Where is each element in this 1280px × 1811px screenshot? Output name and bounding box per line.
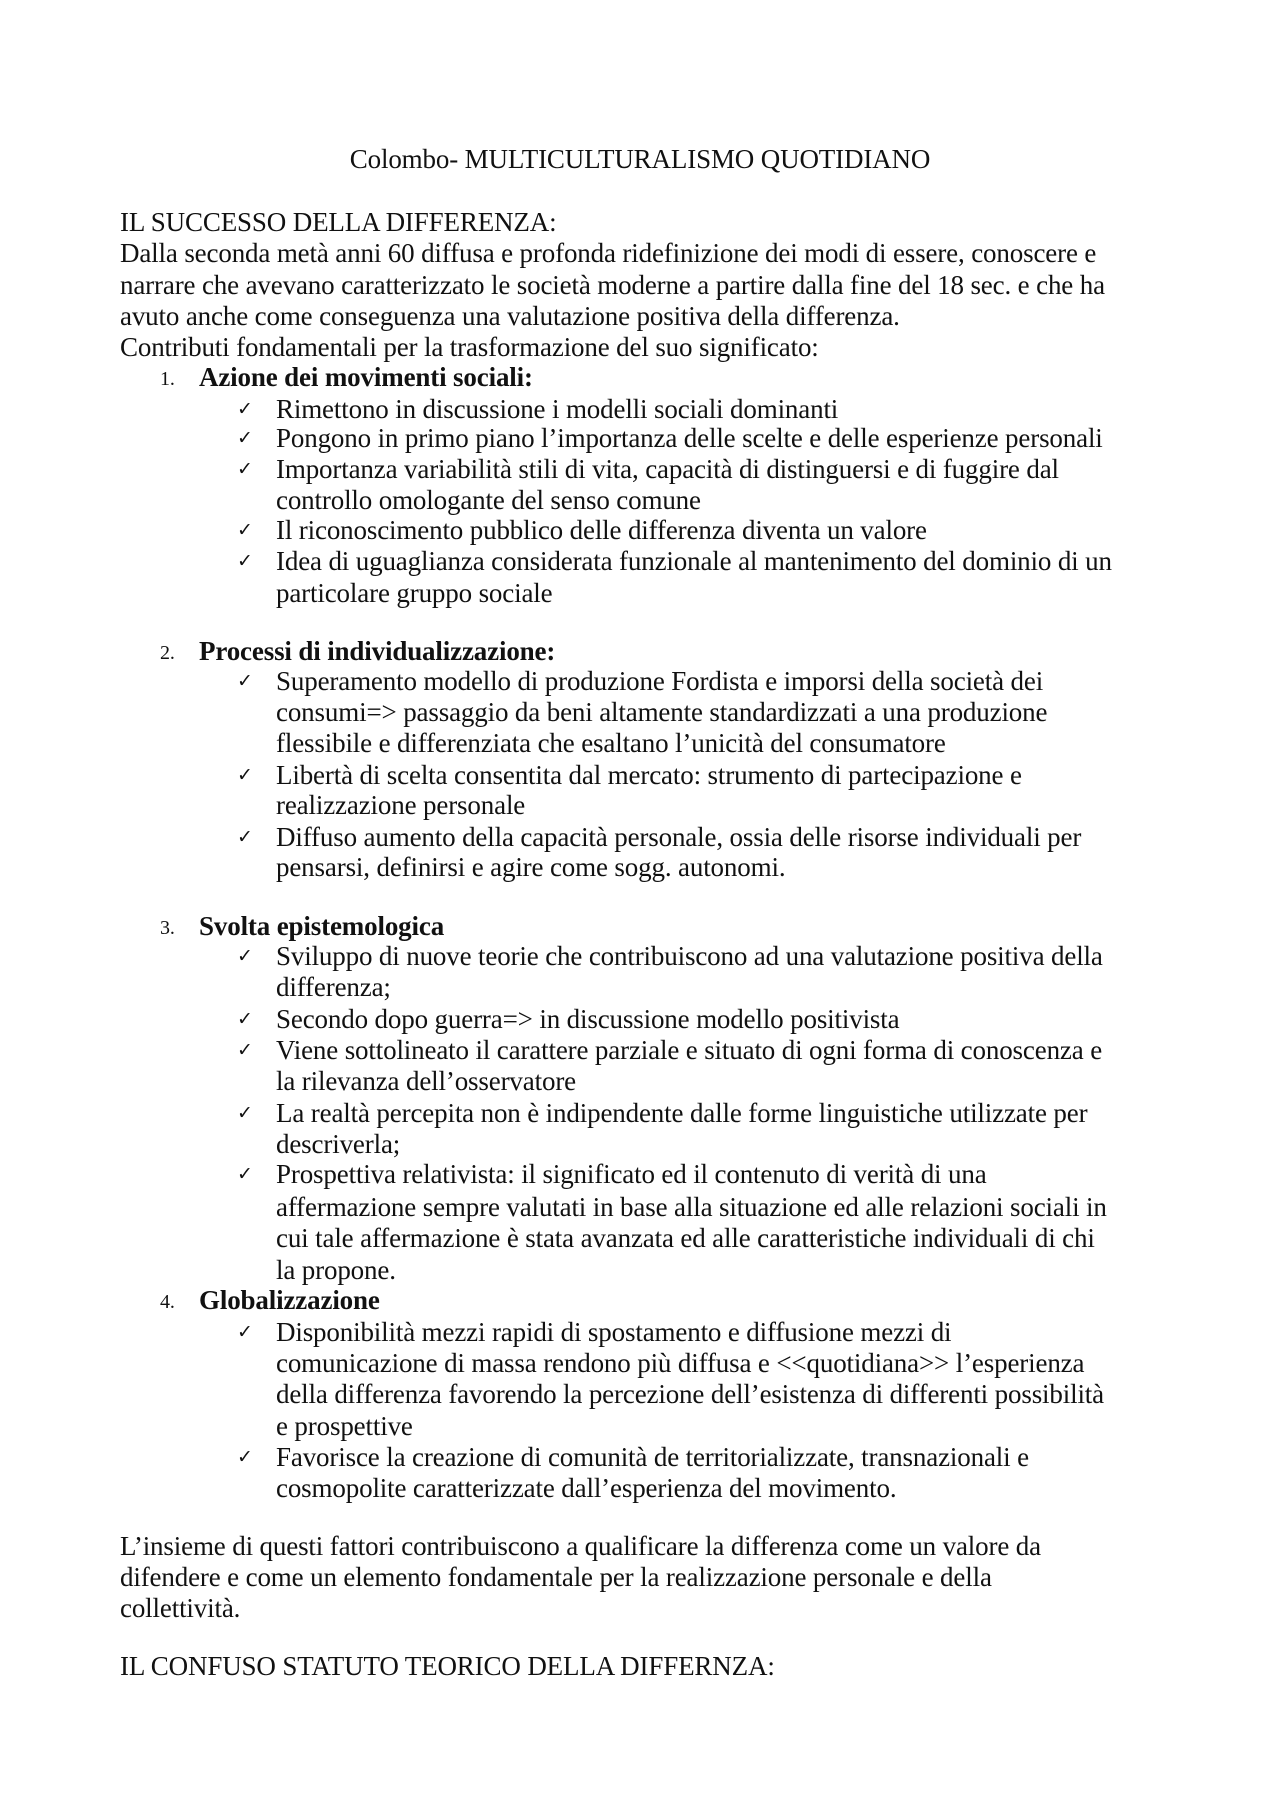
- check-icon: ✓: [237, 427, 253, 449]
- bullet-text: Il riconoscimento pubblico delle differenza diventa un valore: [276, 515, 927, 545]
- bullet-text: comunicazione di massa rendono più diffusa e <<quotidiana>> l’esperienza: [276, 1348, 1085, 1378]
- bullet-text: Rimettono in discussione i modelli sociali dominanti: [276, 394, 839, 424]
- bullet-text: la propone.: [276, 1255, 396, 1285]
- check-icon: ✓: [237, 458, 253, 480]
- bullet-text: Prospettiva relativista: il significato ed il contenuto di verità di una: [276, 1159, 987, 1189]
- check-icon: ✓: [237, 945, 253, 967]
- check-icon: ✓: [237, 826, 253, 848]
- list-number: 1.: [160, 368, 175, 390]
- bullet-text: differenza;: [276, 972, 391, 1002]
- section-heading: IL CONFUSO STATUTO TEORICO DELLA DIFFERNZA:: [120, 1651, 775, 1681]
- check-icon: ✓: [237, 1446, 253, 1468]
- paragraph-line: L’insieme di questi fattori contribuiscono a qualificare la differenza come un valore da: [120, 1531, 1041, 1561]
- bullet-text: La realtà percepita non è indipendente dalle forme linguistiche utilizzate per: [276, 1098, 1088, 1128]
- contributi-line: Contributi fondamentali per la trasformazione del suo significato:: [120, 332, 819, 362]
- bullet-text: Favorisce la creazione di comunità de territorializzate, transnazionali e: [276, 1442, 1029, 1472]
- section-heading: IL SUCCESSO DELLA DIFFERENZA:: [120, 207, 557, 237]
- bullet-text: flessibile e differenziata che esaltano l’unicità del consumatore: [276, 728, 946, 758]
- bullet-text: e prospettive: [276, 1411, 413, 1441]
- bullet-text: Idea di uguaglianza considerata funzionale al mantenimento del dominio di un: [276, 546, 1112, 576]
- bullet-text: Importanza variabilità stili di vita, capacità di distinguersi e di fuggire dal: [276, 454, 1059, 484]
- bullet-text: Secondo dopo guerra=> in discussione modello positivista: [276, 1004, 900, 1034]
- bullet-text: Sviluppo di nuove teorie che contribuiscono ad una valutazione positiva della: [276, 941, 1103, 971]
- paragraph-line: collettività.: [120, 1593, 241, 1623]
- check-icon: ✓: [237, 519, 253, 541]
- bullet-text: Disponibilità mezzi rapidi di spostamento e diffusione mezzi di: [276, 1317, 952, 1347]
- bullet-text: realizzazione personale: [276, 790, 526, 820]
- bullet-text: Viene sottolineato il carattere parziale e situato di ogni forma di conoscenza e: [276, 1035, 1103, 1065]
- check-icon: ✓: [237, 764, 253, 786]
- bullet-text: cui tale affermazione è stata avanzata ed alle caratteristiche individuali di chi: [276, 1223, 1095, 1253]
- paragraph-line: Dalla seconda metà anni 60 diffusa e profonda ridefinizione dei modi di essere, conoscere e: [120, 238, 1097, 268]
- list-number: 2.: [160, 642, 175, 664]
- list-item-title: Azione dei movimenti sociali:: [199, 362, 533, 392]
- paragraph-line: narrare che avevano caratterizzato le società moderne a partire dalla fine del 18 sec. e che ha: [120, 270, 1105, 300]
- check-icon: ✓: [237, 398, 253, 420]
- bullet-text: particolare gruppo sociale: [276, 578, 553, 608]
- check-icon: ✓: [237, 550, 253, 572]
- check-icon: ✓: [237, 1321, 253, 1343]
- check-icon: ✓: [237, 1163, 253, 1185]
- check-icon: ✓: [237, 1102, 253, 1124]
- list-number: 3.: [160, 917, 175, 939]
- bullet-text: consumi=> passaggio da beni altamente standardizzati a una produzione: [276, 697, 1048, 727]
- bullet-text: cosmopolite caratterizzate dall’esperienza del movimento.: [276, 1473, 897, 1503]
- list-number: 4.: [160, 1291, 175, 1313]
- bullet-text: Pongono in primo piano l’importanza delle scelte e delle esperienze personali: [276, 423, 1103, 453]
- bullet-text: Diffuso aumento della capacità personale, ossia delle risorse individuali per: [276, 822, 1082, 852]
- bullet-text: controllo omologante del senso comune: [276, 485, 701, 515]
- paragraph-line: avuto anche come conseguenza una valutazione positiva della differenza.: [120, 301, 900, 331]
- list-item-title: Globalizzazione: [199, 1285, 380, 1315]
- bullet-text: Libertà di scelta consentita dal mercato: strumento di partecipazione e: [276, 760, 1022, 790]
- bullet-text: descriverla;: [276, 1129, 401, 1159]
- document-title: Colombo- MULTICULTURALISMO QUOTIDIANO: [349, 144, 931, 174]
- bullet-text: della differenza favorendo la percezione dell’esistenza di differenti possibilità: [276, 1379, 1104, 1409]
- check-icon: ✓: [237, 1008, 253, 1030]
- list-item-title: Processi di individualizzazione:: [199, 636, 556, 666]
- list-item-title: Svolta epistemologica: [199, 911, 445, 941]
- check-icon: ✓: [237, 670, 253, 692]
- paragraph-line: difendere e come un elemento fondamentale per la realizzazione personale e della: [120, 1562, 992, 1592]
- bullet-text: Superamento modello di produzione Fordista e imporsi della società dei: [276, 666, 1044, 696]
- bullet-text: pensarsi, definirsi e agire come sogg. autonomi.: [276, 852, 786, 882]
- check-icon: ✓: [237, 1039, 253, 1061]
- bullet-text: la rilevanza dell’osservatore: [276, 1066, 576, 1096]
- bullet-text: affermazione sempre valutati in base alla situazione ed alle relazioni sociali in: [276, 1192, 1107, 1222]
